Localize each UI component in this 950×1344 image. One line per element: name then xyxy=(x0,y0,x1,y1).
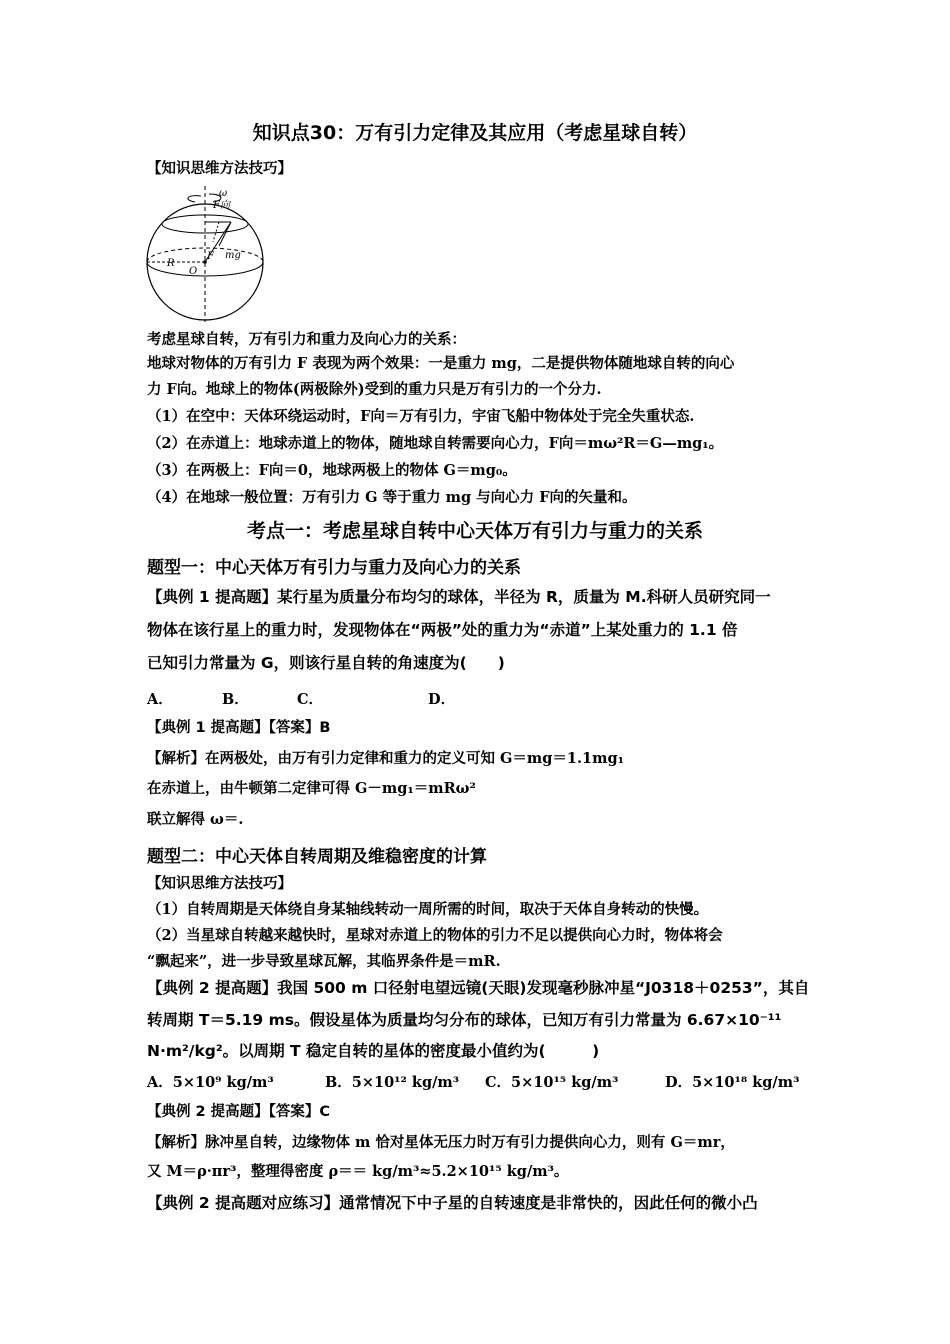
example-2-option-a: A．5×10⁹ kg/m³ xyxy=(147,1074,274,1091)
tip-1: （1）自转周期是天体绕自身某轴线转动一周所需的时间，取决于天体自身转动的快慢。 xyxy=(147,901,709,918)
example-1-line-2: 物体在该行星上的重力时，发现物体在“两极”处的重力为“赤道”上某处重力的 1.1 倍 xyxy=(147,621,738,639)
intro-item-2: （2）在赤道上：地球赤道上的物体，随地球自转需要向心力，F向＝mω²R＝G—mg₁。 xyxy=(147,435,724,452)
intro-line-3: 力 F向。地球上的物体(两极除外)受到的重力只是万有引力的一个分力. xyxy=(147,381,602,398)
centripetal-force-label: F向 xyxy=(213,200,230,211)
weight-label: mg xyxy=(225,250,241,261)
example-2-option-b: B．5×10¹² kg/m³ xyxy=(325,1074,460,1091)
example-1-answer: 【典例 1 提高题】【答案】B xyxy=(147,720,331,736)
example-1-option-d: D． xyxy=(428,691,456,708)
example-2-answer: 【典例 2 提高题】【答案】C xyxy=(147,1104,331,1120)
intro-item-3: （3）在两极上：F向＝0，地球两极上的物体 G＝mg₀。 xyxy=(147,462,517,479)
type-2-heading: 题型二：中心天体自转周期及维稳密度的计算 xyxy=(147,847,487,867)
intro-item-1: （1）在空中：天体环绕运动时，F向＝万有引力，宇宙飞船中物体处于完全失重状态. xyxy=(147,408,695,425)
tip-3: “飘起来”，进一步导致星球瓦解，其临界条件是＝mR. xyxy=(147,953,501,970)
example-2-option-c: C．5×10¹⁵ kg/m³ xyxy=(485,1074,619,1091)
type-1-heading: 题型一：中心天体万有引力与重力及向心力的关系 xyxy=(147,558,521,578)
radius-label: R xyxy=(167,258,175,269)
omega-label: ω xyxy=(219,188,228,199)
example-1-solution-3: 联立解得 ω＝. xyxy=(147,811,244,828)
example-1-solution-2: 在赤道上，由牛顿第二定律可得 G－mg₁＝mRω² xyxy=(147,780,476,797)
example-1-option-a: A． xyxy=(147,691,173,708)
intro-item-4: （4）在地球一般位置：万有引力 G 等于重力 mg 与向心力 F向的矢量和。 xyxy=(147,489,637,506)
methods-heading: 【知识思维方法技巧】 xyxy=(147,161,292,177)
example-2-solution-1: 【解析】脉冲星自转，边缘物体 m 恰对星体无压力时万有引力提供向心力，则有 G＝mr， xyxy=(147,1134,735,1151)
tip-2: （2）当星球自转越来越快时，星球对赤道上的物体的引力不足以提供向心力时，物体将会 xyxy=(147,927,723,944)
methods-heading-2: 【知识思维方法技巧】 xyxy=(147,876,292,892)
gravity-force-label: F xyxy=(207,251,214,262)
example-2-practice: 【典例 2 提高题对应练习】通常情况下中子星的自转速度是非常快的，因此任何的微小凸 xyxy=(147,1194,758,1212)
intro-line-1: 考虑星球自转，万有引力和重力及向心力的关系： xyxy=(147,331,466,348)
center-label: O xyxy=(189,266,198,277)
rotating-globe-diagram xyxy=(143,186,271,322)
example-1-option-b: B． xyxy=(222,691,249,708)
section-1-title: 考点一：考虑星球自转中心天体万有引力与重力的关系 xyxy=(246,520,703,542)
page-title: 知识点30：万有引力定律及其应用（考虑星球自转） xyxy=(252,122,698,144)
example-2-line-3: N·m²/kg²。以周期 T 稳定自转的星体的密度最小值约为( ) xyxy=(147,1042,600,1060)
intro-line-2: 地球对物体的万有引力 F 表现为两个效果：一是重力 mg，二是提供物体随地球自转的向心 xyxy=(147,355,735,372)
example-1-line-3: 已知引力常量为 G，则该行星自转的角速度为( ) xyxy=(147,654,505,672)
example-1-option-c: C． xyxy=(297,691,324,708)
example-2-solution-2: 又 M＝ρ·πr³，整理得密度 ρ＝＝ kg/m³≈5.2×10¹⁵ kg/m³。 xyxy=(147,1163,569,1180)
example-2-line-2: 转周期 T＝5.19 ms。假设星体为质量均匀分布的球体，已知万有引力常量为 6.67×10⁻¹¹ xyxy=(147,1011,782,1029)
example-2-option-d: D．5×10¹⁸ kg/m³ xyxy=(665,1074,800,1091)
example-1-solution-1: 【解析】在两极处，由万有引力定律和重力的定义可知 G＝mg＝1.1mg₁ xyxy=(147,750,624,767)
example-2-line-1: 【典例 2 提高题】我国 500 m 口径射电望远镜(天眼)发现毫秒脉冲星“J0318＋0253”，其自 xyxy=(147,979,810,997)
example-1-line-1: 【典例 1 提高题】某行星为质量分布均匀的球体，半径为 R，质量为 M.科研人员研究同一 xyxy=(147,588,771,606)
